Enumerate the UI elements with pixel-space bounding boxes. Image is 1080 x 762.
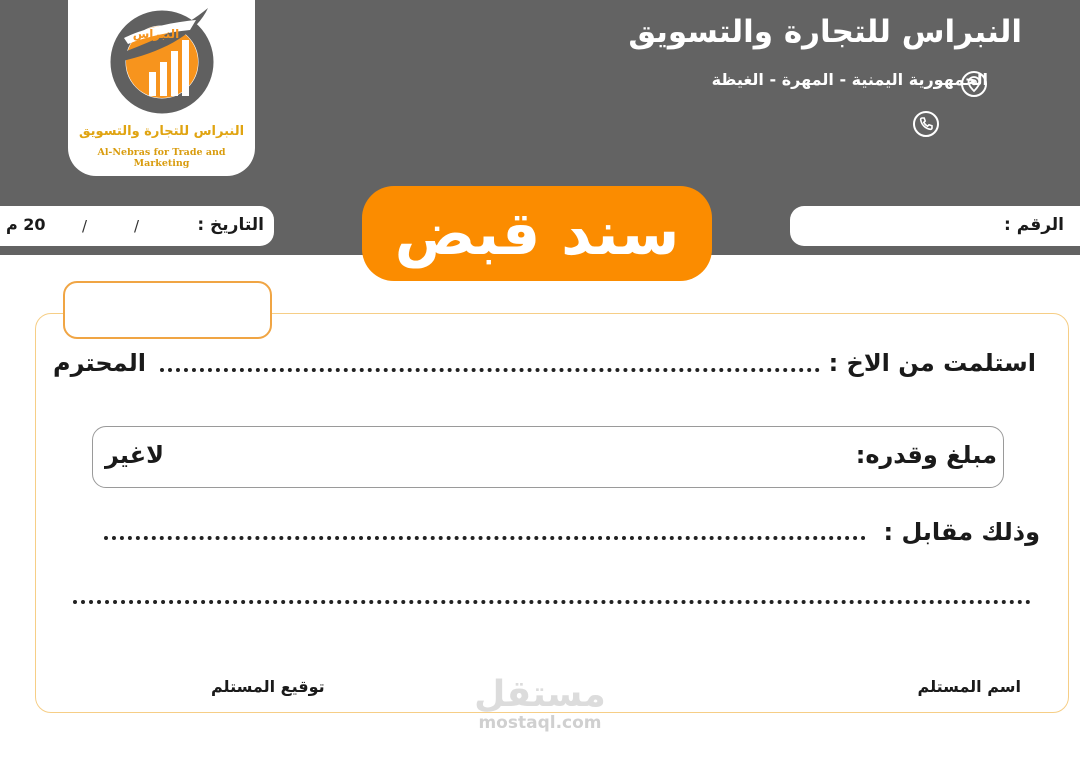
watermark-text-en: mostaql.com bbox=[478, 713, 602, 733]
date-label: التاريخ : bbox=[197, 215, 264, 235]
recipient-signature-label: توقيع المستلم bbox=[211, 677, 325, 696]
logo-emblem-icon bbox=[104, 4, 219, 116]
amount-box[interactable] bbox=[92, 426, 1004, 488]
date-separator-1: / bbox=[134, 217, 140, 235]
logo-name-en: Al-Nebras for Trade and Marketing bbox=[97, 147, 226, 169]
purpose-line-2[interactable] bbox=[73, 600, 1031, 604]
watermark bbox=[430, 676, 650, 732]
amount-label: مبلغ وقدره: bbox=[855, 441, 997, 469]
document-title-badge bbox=[362, 186, 712, 281]
receipt-number-field[interactable] bbox=[790, 206, 1080, 246]
date-field[interactable] bbox=[0, 206, 274, 246]
date-century-suffix: 20 م bbox=[6, 215, 46, 234]
purpose-label: وذلك مقابل : bbox=[883, 518, 1040, 546]
date-separator-2: / bbox=[82, 217, 88, 235]
phone-icon bbox=[913, 111, 939, 137]
receipt-tab-box[interactable] bbox=[63, 281, 272, 339]
received-from-line[interactable] bbox=[160, 368, 820, 372]
logo-name-ar: النبراس للتجارة والتسويق bbox=[78, 124, 245, 139]
company-name: النبراس للتجارة والتسويق bbox=[628, 14, 1022, 50]
receipt-number-label: الرقم : bbox=[1004, 215, 1064, 235]
watermark-text-ar: مستقل bbox=[474, 674, 606, 715]
document-title: سند قبض bbox=[394, 198, 680, 269]
logo-emblem-text: النبراس bbox=[132, 27, 180, 41]
purpose-line-1[interactable] bbox=[104, 536, 866, 540]
company-address: الجمهورية اليمنية - المهرة - الغيظة bbox=[711, 70, 988, 89]
recipient-name-label: اسم المستلم bbox=[917, 677, 1021, 696]
received-from-label: استلمت من الاخ : bbox=[828, 349, 1036, 377]
honorific-label: المحترم bbox=[53, 349, 146, 377]
company-logo bbox=[68, 0, 255, 176]
amount-suffix: لاغير bbox=[105, 441, 164, 469]
